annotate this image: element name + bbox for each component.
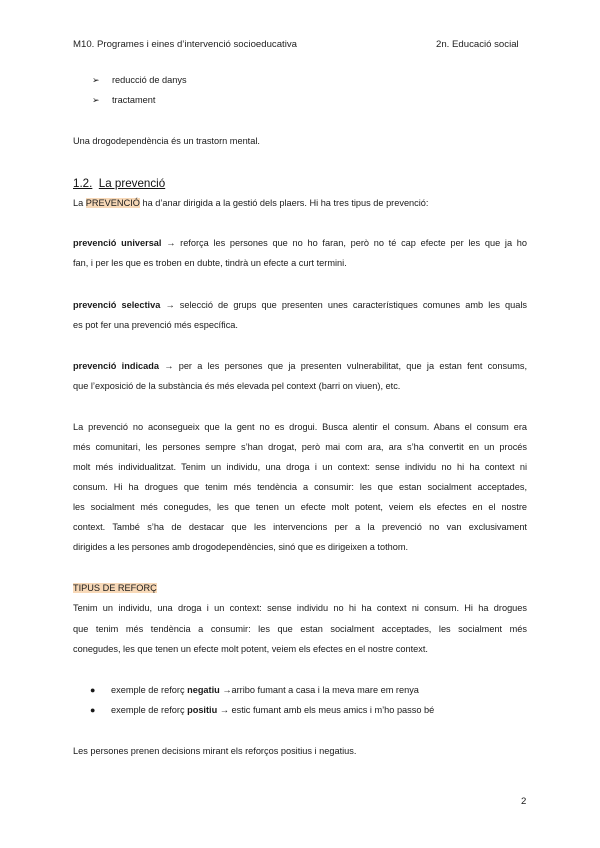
paragraph-line: conegudes, les que tenen un efecte molt potent, veiem els efectes en el nostre context.	[73, 644, 428, 654]
type-term: prevenció universal	[73, 238, 162, 248]
statement-text: Una drogodependència és un trastorn mental.	[73, 136, 260, 146]
closing-text: Les persones prenen decisions mirant els reforços positius i negatius.	[73, 746, 357, 756]
type-selectiva-line1: prevenció selectiva → selecció de grups que presenten unes característiques comunes amb les quals	[73, 300, 528, 310]
paragraph-line: les socialment més conegudes, les que tenen un efecte molt potent, veiem els efectes en el nostre	[73, 502, 527, 512]
paragraph-line: context. També s’ha de destacar que les intervencions per a la prevenció no van exclusivament	[73, 522, 527, 532]
paragraph-line: consum. Hi ha drogues que tenim més tendència a consumir: les que estan socialment acceptades,	[73, 482, 527, 492]
section-title: La prevenció	[98, 177, 166, 190]
paragraph-line: que tenim més tendència a consumir: les que estan socialment acceptades, les socialment més	[73, 624, 527, 634]
list-item	[92, 75, 187, 86]
paragraph-line: dirigides a les persones amb drogodependències, sinó que es dirigeixen a tothom.	[73, 542, 409, 552]
type-term: prevenció selectiva	[73, 300, 161, 310]
bullet-dot-icon: ●	[90, 705, 96, 715]
paragraph-line: Tenim un individu, una droga i un context: sense individu no hi ha context ni consum. Hi ha drogues	[73, 603, 527, 613]
list-item-text: reducció de danys	[112, 75, 187, 85]
paragraph-line: molt més individualitzat. Tenim un individu, una droga i un context: sense individu no hi ha context ni	[73, 462, 527, 472]
list-item-text: tractament	[112, 95, 156, 105]
type-indicada-line1: prevenció indicada → per a les persones que ja presenten vulnerabilitat, que ja estan fent consums,	[73, 361, 527, 371]
page-number: 2	[521, 796, 527, 807]
type-term: prevenció indicada	[73, 361, 159, 371]
header-course-title: M10. Programes i eines d’intervenció socioeducativa	[73, 39, 297, 50]
type-universal-line2: fan, i per les que es troben en dubte, tindrà un efecte a curt termini.	[73, 258, 347, 268]
arrow-bullet-icon: ➢	[92, 75, 100, 85]
paragraph-line: més comunitari, les persones sempre s’han drogat, però mai com ara, ara s’ha convertit en un procés	[73, 442, 527, 452]
section-heading	[73, 177, 165, 190]
bullet-dot-icon: ●	[90, 685, 96, 695]
paragraph-line: La prevenció no aconsegueix que la gent no es drogui. Busca alentir el consum. Abans el consum era	[73, 422, 527, 432]
list-item: ● exemple de reforç negatiu →arribo fumant a casa i la meva mare em renya	[90, 685, 419, 695]
arrow-bullet-icon: ➢	[92, 95, 100, 105]
section-number: 1.2.	[73, 177, 93, 190]
type-selectiva-line2: es pot fer una prevenció més específica.	[73, 320, 238, 330]
list-item	[92, 95, 155, 106]
reforc-heading: TIPUS DE REFORÇ	[73, 583, 157, 593]
type-universal-line1: prevenció universal → reforça les persones que no ho faran, però no té cap efecte per les que ja ho	[73, 238, 528, 248]
list-item: ● exemple de reforç positiu → estic fumant amb els meus amics i m’ho passo bé	[90, 705, 435, 715]
type-indicada-line2: que l’exposició de la substància és més elevada pel context (barri on viuen), etc.	[73, 381, 401, 391]
header-program: 2n. Educació social	[436, 39, 519, 50]
intro-text: La PREVENCIÓ ha d’anar dirigida a la gestió dels plaers. Hi ha tres tipus de prevenció:	[73, 198, 429, 208]
prevencio-highlight: PREVENCIÓ	[85, 198, 140, 208]
